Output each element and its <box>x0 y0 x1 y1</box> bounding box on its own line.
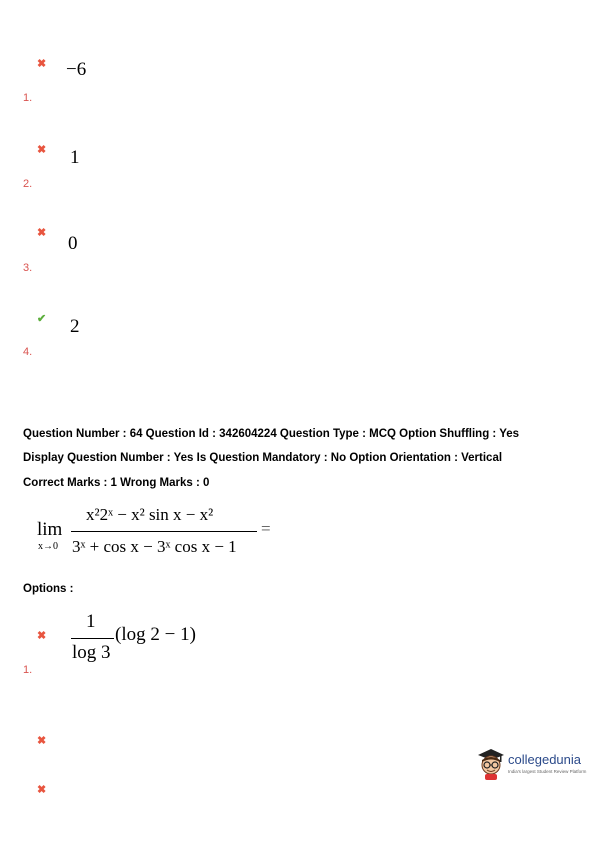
cross-icon: ✖ <box>37 58 47 70</box>
mascot-icon <box>476 746 506 780</box>
option-value: −6 <box>66 59 87 80</box>
cross-icon: ✖ <box>37 144 47 156</box>
collegedunia-logo <box>476 746 588 782</box>
option-number: 2. <box>23 178 33 190</box>
logo-name: collegedunia <box>508 752 582 767</box>
cross-icon: ✖ <box>37 784 47 796</box>
option-denominator: log 3 <box>72 642 111 663</box>
question-meta-line-2: Display Question Number : Yes Is Question Mandatory : No Option Orientation : Vertical <box>23 452 503 464</box>
check-icon: ✔ <box>37 313 47 325</box>
option-number: 1. <box>23 92 33 104</box>
option-numerator: 1 <box>86 611 96 632</box>
fraction-bar <box>71 531 257 532</box>
formula-denominator: 3ˣ + cos x − 3ˣ cos x − 1 <box>72 537 237 556</box>
option-value: 2 <box>70 316 80 337</box>
option-expression: (log 2 − 1) <box>115 624 196 645</box>
limit-subscript: x→0 <box>38 541 58 552</box>
limit-operator: lim <box>37 519 63 540</box>
fraction-bar <box>71 638 114 639</box>
cross-icon: ✖ <box>37 735 47 747</box>
formula-numerator: x²2ˣ − x² sin x − x² <box>86 505 214 524</box>
option-value: 1 <box>70 147 80 168</box>
logo-tagline: India's largest Student Review Platform <box>508 769 587 774</box>
cross-icon: ✖ <box>37 227 47 239</box>
option-number: 1. <box>23 664 33 676</box>
question-meta-line-3: Correct Marks : 1 Wrong Marks : 0 <box>23 477 210 489</box>
option-number: 3. <box>23 262 33 274</box>
cross-icon: ✖ <box>37 630 47 642</box>
equals-sign: = <box>261 519 271 538</box>
option-value: 0 <box>68 233 78 254</box>
question-meta-line-1: Question Number : 64 Question Id : 342604224 Question Type : MCQ Option Shuffling : Yes <box>23 428 520 440</box>
option-number: 4. <box>23 346 33 358</box>
options-label: Options : <box>23 583 74 595</box>
